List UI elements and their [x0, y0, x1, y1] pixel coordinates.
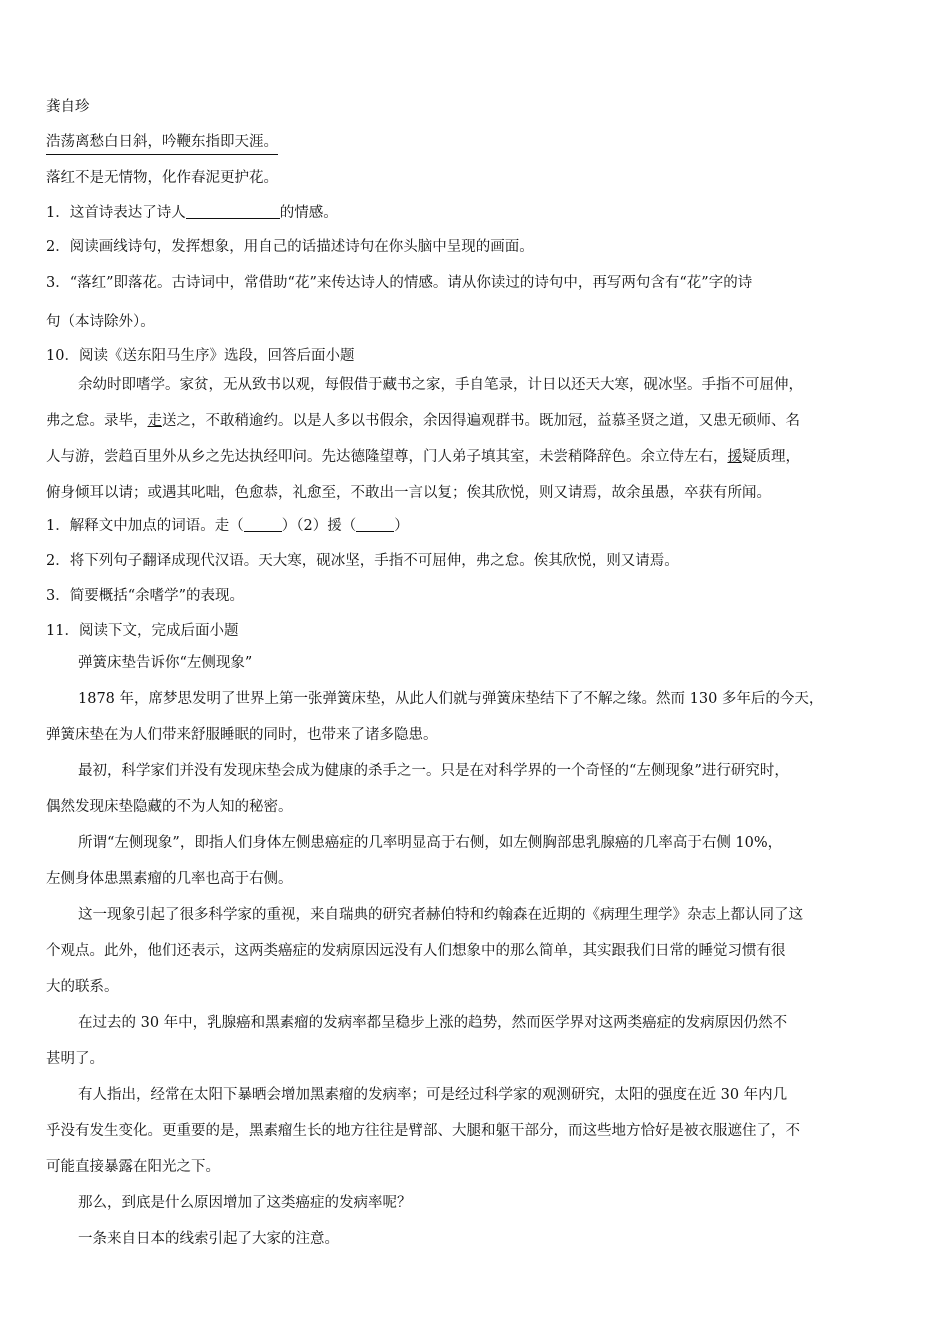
- q10-sub1: [46, 515, 908, 537]
- article-line: 那么，到底是什么原因增加了这类癌症的发病率呢？: [78, 1195, 412, 1211]
- article-line: 甚明了。: [46, 1051, 104, 1067]
- q9-sub2: 2．阅读画线诗句，发挥想象，用自己的话描述诗句在你头脑中呈现的画面。: [46, 239, 534, 255]
- poem-line-2: 落红不是无情物，化作春泥更护花。: [46, 170, 278, 186]
- q10-p3-post: 疑质理，: [742, 449, 800, 465]
- article-line: 个观点。此外，他们还表示，这两类癌症的发病原因远没有人们想象中的那么简单，其实跟我们日常的睡觉习惯有很: [46, 943, 786, 959]
- q10-p2-post: 送之，不敢稍逾约。以是人多以书假余，余因得遍观群书。既加冠，益慕圣贤之道，又患无硕师、名: [162, 413, 800, 429]
- poem-line-1: 浩荡离愁白日斜，吟鞭东指即天涯。: [46, 131, 278, 155]
- q9-sub3-line1: 3．“落红”即落花。古诗词中，常借助“花”来传达诗人的情感。请从你读过的诗句中，再写两句含有“花”字的诗: [46, 275, 753, 291]
- q9-sub3-line2: 句（本诗除外）。: [46, 314, 155, 330]
- q10-sub2: 2．将下列句子翻译成现代汉语。天大寒，砚冰坚，手指不可屈伸，弗之怠。俟其欣悦，则又请焉。: [46, 553, 679, 569]
- q9-sub1: [46, 202, 908, 224]
- article-line: 有人指出，经常在太阳下暴晒会增加黑素瘤的发病率；可是经过科学家的观测研究，太阳的强度在近 30 年内几: [78, 1087, 788, 1103]
- answer-blank: [186, 204, 280, 219]
- q10-p3-pre: 人与游，尝趋百里外从乡之先达执经叩问。先达德隆望尊，门人弟子填其室，未尝稍降辞色。余立侍左右，: [46, 449, 728, 465]
- article-line: 最初，科学家们并没有发现床垫会成为健康的杀手之一。只是在对科学界的一个奇怪的“左侧现象”进行研究时，: [78, 763, 789, 779]
- article-line: 一条来自日本的线索引起了大家的注意。: [78, 1231, 339, 1247]
- answer-blank: [356, 517, 394, 532]
- poem-line-1-underlined: [46, 131, 908, 155]
- q10-p2-dotted-word: 走: [147, 413, 162, 429]
- article-line: 在过去的 30 年中，乳腺癌和黑素瘤的发病率都呈稳步上涨的趋势，然而医学界对这两类癌症的发病原因仍然不: [78, 1015, 788, 1031]
- article-line: 大的联系。: [46, 979, 119, 995]
- article-line: 可能直接暴露在阳光之下。: [46, 1159, 220, 1175]
- q11-title: 11．阅读下文，完成后面小题: [46, 623, 239, 639]
- article-line: 所谓“左侧现象”，即指人们身体左侧患癌症的几率明显高于右侧，如左侧胸部患乳腺癌的几率高于右侧 10%，: [78, 835, 783, 851]
- q10-passage-line-1: 余幼时即嗜学。家贫，无从致书以观，每假借于藏书之家，手自笔录，计日以还天大寒，砚冰坚。手指不可屈伸，: [78, 377, 803, 393]
- poem-author: 龚自珍: [46, 99, 90, 115]
- q10-sub3: 3．简要概括“余嗜学”的表现。: [46, 588, 245, 604]
- article-line: 1878 年，席梦思发明了世界上第一张弹簧床垫，从此人们就与弹簧床垫结下了不解之缘。然而 130 多年后的今天，: [78, 691, 824, 707]
- q10-title: 10．阅读《送东阳马生序》选段，回答后面小题: [46, 348, 355, 364]
- article-line: 左侧身体患黑素瘤的几率也高于右侧。: [46, 871, 293, 887]
- q10-passage-line-3: [46, 439, 908, 475]
- article-line: 弹簧床垫在为人们带来舒服睡眠的同时，也带来了诸多隐患。: [46, 727, 438, 743]
- q11-article-heading: 弹簧床垫告诉你“左侧现象”: [78, 655, 253, 671]
- q10-passage-line-2: [46, 403, 908, 439]
- q10-sub1-a: 1．解释文中加点的词语。走（: [46, 518, 244, 534]
- article-line: 偶然发现床垫隐藏的不为人知的秘密。: [46, 799, 293, 815]
- document-page: [46, 96, 908, 1257]
- q10-sub1-b: ）（2）援（: [281, 518, 357, 534]
- article-line: 这一现象引起了很多科学家的重视，来自瑞典的研究者赫伯特和约翰森在近期的《病理生理学》杂志上都认同了这: [78, 907, 803, 923]
- q11-article-body: [46, 681, 908, 1257]
- q10-passage-line-4: 俯身倾耳以请；或遇其叱咄，色愈恭，礼愈至，不敢出一言以复；俟其欣悦，则又请焉，故余虽愚，卒获有所闻。: [46, 485, 771, 501]
- q10-sub1-c: ）: [394, 518, 409, 534]
- q10-p3-dotted-word: 援: [727, 449, 742, 465]
- answer-blank: [244, 517, 282, 532]
- q9-sub1-pre: 1．这首诗表达了诗人: [46, 205, 186, 221]
- q10-p2-pre: 弗之怠。录毕，: [46, 413, 148, 429]
- article-line: 乎没有发生变化。更重要的是，黑素瘤生长的地方往往是臂部、大腿和躯干部分，而这些地方恰好是被衣服遮住了，不: [46, 1123, 800, 1139]
- q9-sub1-post: 的情感。: [279, 205, 338, 221]
